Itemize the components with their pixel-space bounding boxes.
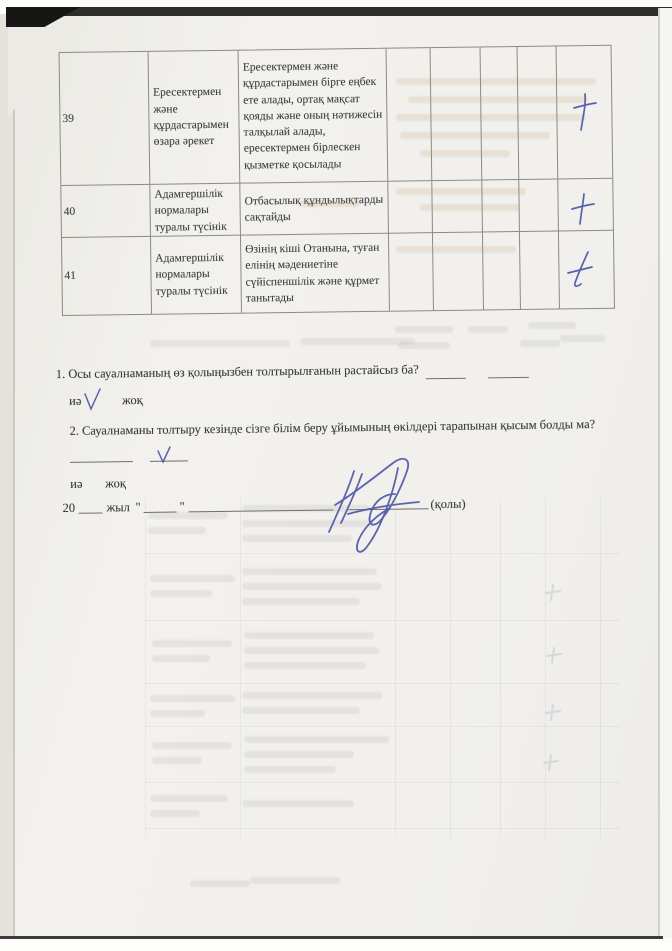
- ghost-line: [148, 512, 228, 519]
- ghost-line: [150, 575, 235, 582]
- ghost-line: [242, 568, 377, 575]
- ghost-line: [408, 96, 588, 103]
- ghost-line: [145, 498, 146, 838]
- ghost-line: [250, 877, 340, 884]
- ghost-line: [396, 188, 526, 195]
- empty-cell: [482, 231, 520, 309]
- ghost-line: [145, 726, 620, 727]
- question-1-blank-2[interactable]: [488, 366, 529, 379]
- date-close-quote: ": [179, 499, 185, 514]
- question-2-blank-1[interactable]: [70, 450, 133, 463]
- indicator-cell: Адамгершілік нормалары туралы түсінік: [149, 183, 240, 238]
- empty-cell: [519, 231, 559, 310]
- ghost-line: [242, 520, 374, 527]
- indicator-cell: Адамгершілік нормалары туралы түсінік: [150, 235, 241, 314]
- question-2-yes-label[interactable]: иә: [70, 476, 83, 491]
- ghost-line: [150, 340, 290, 347]
- row-number-cell: 40: [61, 184, 150, 239]
- assessment-table: [59, 45, 615, 316]
- ghost-line: [145, 553, 620, 554]
- ghost-line: [152, 640, 232, 647]
- ghost-line: [145, 620, 620, 621]
- question-2-text: 2. Сауалнаманы толтыру кезінде сізге білім беру ұйымының өкілдері тарапынан қысым болды ма?: [69, 417, 596, 438]
- ghost-line: [145, 683, 620, 684]
- ghost-line: [148, 527, 206, 534]
- description-cell: Отбасылық құндылықтарды сақтайды: [239, 181, 388, 237]
- ghost-line: [242, 707, 360, 714]
- ghost-line: [244, 647, 379, 654]
- description-cell: Ересектермен және құрдастарымен бірге еңбек ете алады, ортақ мақсат қояды және оның нәтижесін талқылай алады, ересектермен бірлескен қызметке қосылады: [238, 49, 388, 183]
- ghost-line: [468, 326, 508, 333]
- row-number-cell: 39: [62, 112, 75, 125]
- ghost-line: [520, 340, 560, 347]
- ghost-line: [150, 710, 205, 717]
- table-row: [61, 178, 613, 237]
- ghost-line: [420, 150, 510, 157]
- ghost-line: [396, 78, 596, 85]
- ghost-line: [145, 828, 620, 829]
- empty-cell: [388, 232, 433, 311]
- empty-cell: [517, 47, 558, 179]
- question-1-text: 1. Осы сауалнаманың өз қолыңызбен толтырылғанын растайсыз ба?: [55, 362, 419, 382]
- ghost-line: [190, 880, 250, 887]
- question-1-blank-1[interactable]: [426, 367, 466, 380]
- ghost-line: [150, 590, 212, 597]
- ghost-line: [152, 757, 202, 764]
- ghost-line: [242, 535, 352, 542]
- question-2-blank-2[interactable]: [150, 449, 188, 461]
- date-open-quote: ": [135, 499, 141, 515]
- ghost-line: [400, 132, 550, 139]
- question-1-yes-label[interactable]: иә: [69, 393, 82, 408]
- date-year-prefix: 20: [62, 500, 76, 516]
- ghost-line: [396, 246, 516, 253]
- question-2-no-label[interactable]: жоқ: [105, 476, 126, 491]
- indicator-cell: Ересектермен және құрдастарымен өзара әрекет: [148, 51, 240, 184]
- ghost-line: [395, 498, 396, 838]
- row-number-cell: 41: [62, 236, 151, 315]
- date-year-word: жыл: [106, 500, 130, 515]
- mark-cell: [556, 46, 613, 179]
- ghost-line: [244, 662, 366, 669]
- ghost-line: [500, 498, 501, 838]
- date-year-blank[interactable]: [78, 500, 102, 513]
- ghost-line: [240, 498, 241, 838]
- ghost-line: [145, 782, 620, 783]
- ghost-line: [300, 200, 360, 207]
- date-day-blank[interactable]: [143, 500, 176, 513]
- ghost-line: [242, 598, 360, 605]
- ghost-line: [244, 632, 374, 639]
- ghost-line: [152, 655, 210, 662]
- ghost-line: [150, 795, 228, 802]
- ghost-line: [242, 583, 382, 590]
- ghost-line: [398, 342, 450, 349]
- empty-cell: [432, 231, 483, 310]
- ghost-line: [396, 114, 586, 121]
- ghost-line: [244, 751, 354, 758]
- question-1-no-label[interactable]: жоқ: [122, 392, 143, 408]
- ghost-line: [450, 498, 451, 838]
- ghost-line: [244, 736, 389, 743]
- ghost-line: [244, 766, 336, 773]
- table-row: [62, 230, 614, 315]
- ghost-line: [152, 742, 232, 749]
- mark-cell: [557, 178, 613, 233]
- ghost-line: [420, 204, 520, 211]
- ghost-line: [242, 800, 354, 807]
- ghost-line: [242, 505, 370, 512]
- mark-cell: [558, 230, 614, 309]
- ghost-line: [528, 322, 576, 329]
- empty-cell: [518, 179, 558, 233]
- ghost-line: [600, 498, 601, 838]
- ghost-line: [150, 695, 235, 702]
- ghost-line: [242, 692, 382, 699]
- ghost-line: [150, 810, 200, 817]
- ghost-line: [395, 326, 453, 333]
- description-cell: Өзінің кіші Отанына, туған елінің мәдениетіне сүйіспеншілік және құрмет танытады: [240, 233, 389, 313]
- ghost-line: [560, 335, 605, 342]
- ghost-line: [545, 498, 546, 838]
- signature-label: (қолы): [430, 496, 466, 512]
